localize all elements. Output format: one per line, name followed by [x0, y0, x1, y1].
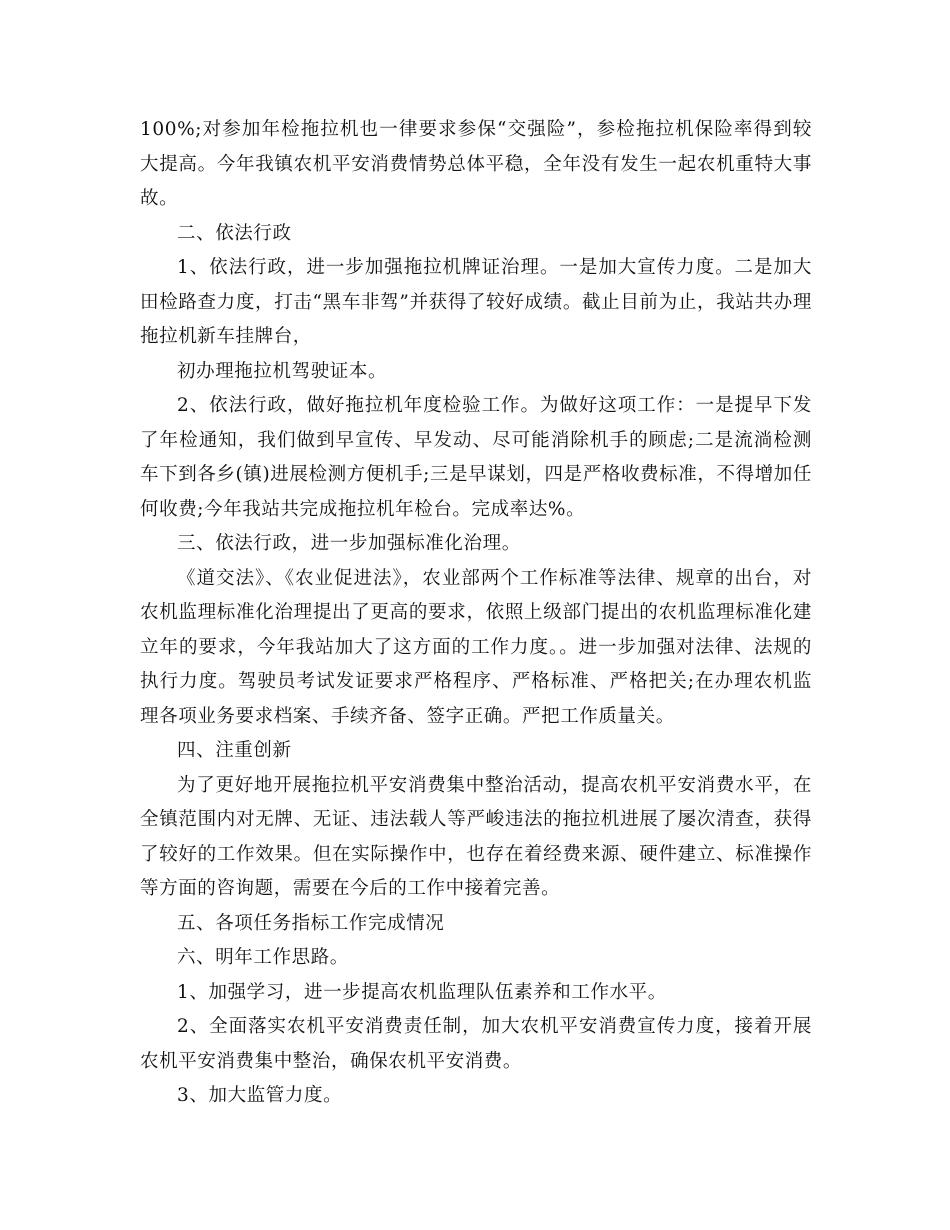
paragraph-insurance-summary: 100%;对参加年检拖拉机也一律要求参保“交强险”，参检拖拉机保险率得到较大提高。今年我镇农机平安消费情势总体平稳，全年没有发生一起农机重特大事故。 [140, 119, 812, 209]
paragraph-driver-license: 初办理拖拉机驾驶证本。 [177, 360, 388, 382]
section-heading-standardization: 三、依法行政，进一步加强标准化治理。 [177, 533, 521, 554]
paragraph-annual-inspection: 2、依法行政，做好拖拉机年度检验工作。为做好这项工作：一是提早下发了年检通知，我们做到早宣传、早发动、尽可能消除机手的顾虑;二是流淌检测车下到各乡(镇)进展检测方便机手;三是早谋划，四是严格收费标准，不得增加任何收费;今年我站共完成拖拉机年检台。完成率达%。 [140, 395, 812, 520]
list-item-supervision: 3、加大监管力度。 [177, 1085, 343, 1106]
section-heading-law-administration: 二、依法行政 [177, 222, 292, 244]
paragraph-regulations: 《道交法》、《农业促进法》，农业部两个工作标准等法律、规章的出台，对农机监理标准化治理提出了更高的要求，依照上级部门提出的农机监理标准化建立年的要求，今年我站加大了这方面的工作力度。。进一步加强对法律、法规的执行力度。驾驶员考试发证要求严格程序、严格标准、严格把关;在办理农机监理各项业务要求档案、手续齐备、签字正确。严把工作质量关。 [140, 567, 812, 727]
section-heading-innovation: 四、注重创新 [177, 740, 292, 761]
section-heading-next-year: 六、明年工作思路。 [177, 947, 349, 968]
section-heading-task-completion: 五、各项任务指标工作完成情况 [177, 912, 445, 934]
document-body [140, 113, 812, 1114]
list-item-responsibility: 2、全面落实农机平安消费责任制，加大农机平安消费宣传力度，接着开展农机平安消费集中整治，确保农机平安消费。 [140, 1016, 812, 1072]
paragraph-rectification: 为了更好地开展拖拉机平安消费集中整治活动，提高农机平安消费水平，在全镇范围内对无牌、无证、违法载人等严峻违法的拖拉机进展了屡次清查，获得了较好的工作效果。但在实际操作中，也存在着经费来源、硬件建立、标准操作等方面的咨询题，需要在今后的工作中接着完善。 [140, 774, 812, 899]
paragraph-license-management: 1、依法行政，进一步加强拖拉机牌证治理。一是加大宣传力度。二是加大田检路查力度，打击“黑车非驾”并获得了较好成绩。截止目前为止，我站共办理拖拉机新车挂牌台， [140, 257, 812, 347]
list-item-study: 1、加强学习，进一步提高农机监理队伍素养和工作水平。 [177, 981, 667, 1003]
